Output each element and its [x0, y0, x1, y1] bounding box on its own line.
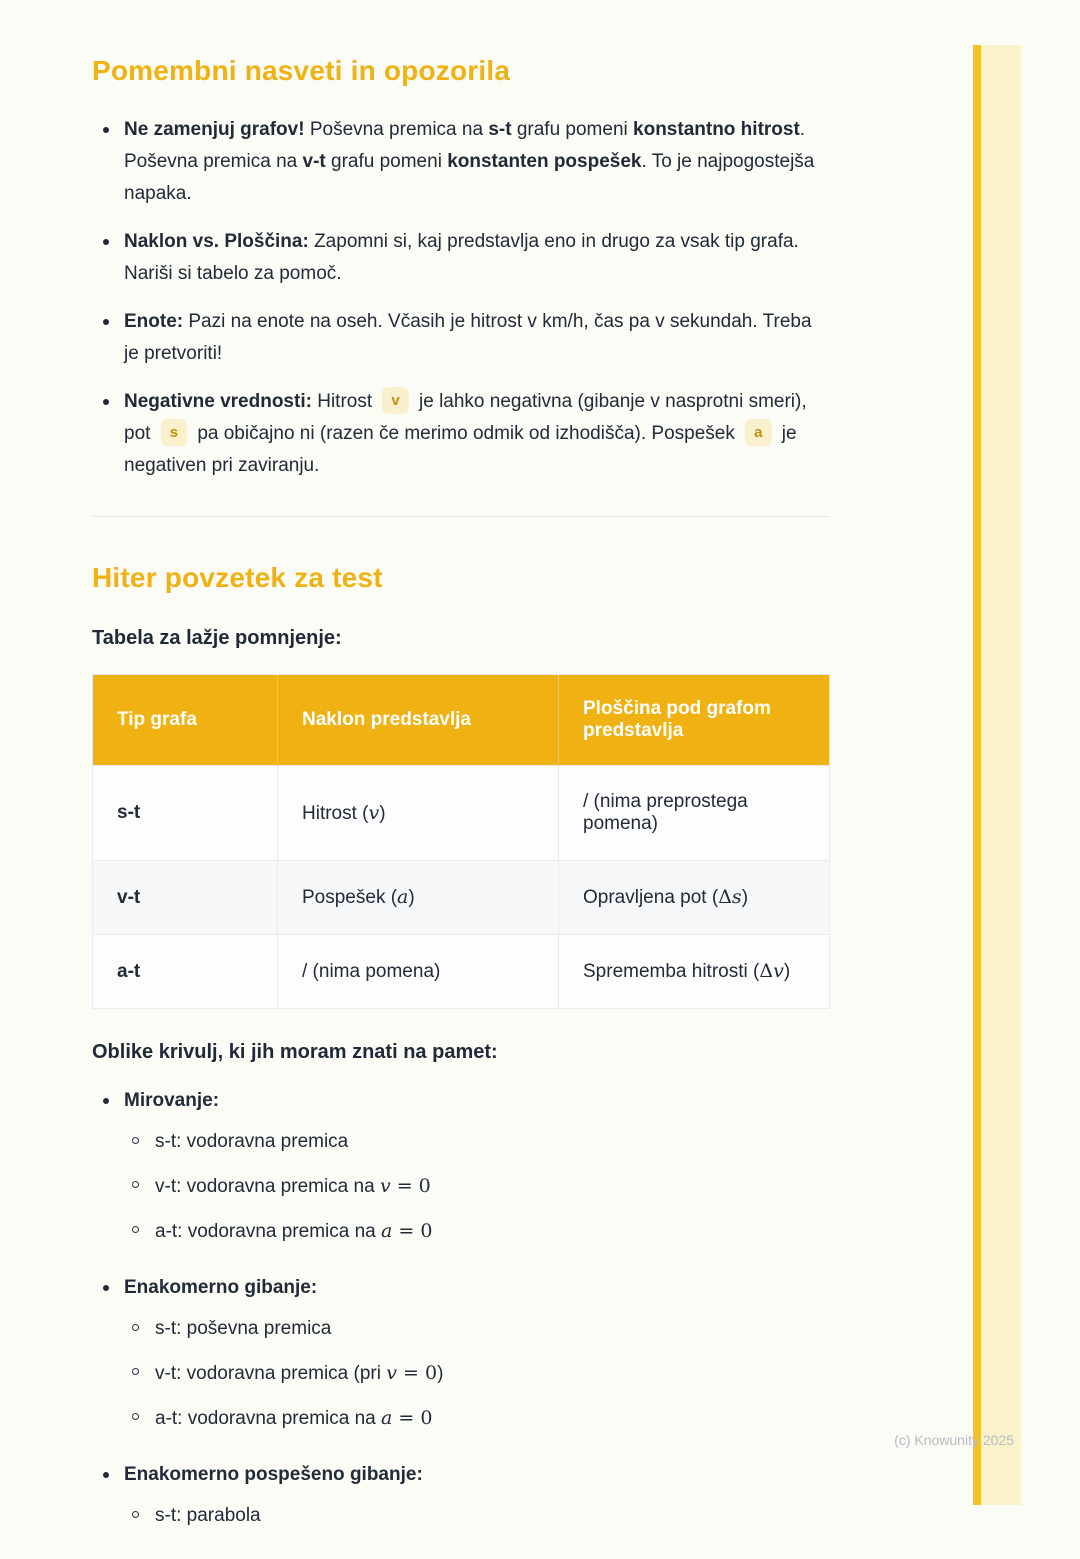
inline-code-chip: s — [161, 419, 187, 446]
text-segment: Naklon vs. Ploščina: — [124, 231, 309, 252]
text-segment: konstanten pospešek — [447, 151, 642, 172]
table-head — [93, 675, 830, 766]
text-segment: Poševna premica na — [304, 119, 489, 140]
text-segment: v — [386, 1362, 397, 1384]
table-cell — [278, 935, 559, 1009]
text-segment: Pospešek ( — [302, 887, 398, 908]
table-header-cell: Ploščina pod grafom predstavlja — [559, 675, 830, 766]
text-segment: pa običajno ni (razen če merimo odmik od izhodišča). Pospešek — [192, 423, 741, 444]
list-item — [124, 1173, 830, 1200]
list-item — [92, 1088, 830, 1245]
accent-stripe-pale — [981, 45, 1021, 1505]
accent-stripe-bright — [973, 45, 981, 1505]
text-segment: Sprememba hitrosti ( — [583, 961, 760, 982]
text-segment: = 0 — [390, 1175, 431, 1197]
curve-shapes-list — [92, 1088, 830, 1529]
table-cell — [559, 861, 830, 935]
sub-list — [124, 1316, 830, 1432]
text-segment: v — [773, 960, 784, 982]
text-segment: Δ — [759, 960, 774, 982]
text-segment: / (nima pomena) — [302, 960, 441, 982]
text-segment: a-t: vodoravna premica na — [155, 1221, 382, 1242]
tips-list — [92, 114, 830, 482]
text-segment: v — [368, 801, 380, 824]
table-cell — [93, 766, 278, 861]
text-segment: v — [379, 1175, 391, 1197]
table-header-cell: Naklon predstavlja — [278, 675, 559, 766]
text-segment: . Poševna premica na — [124, 119, 806, 172]
text-segment: = 0 — [392, 1407, 433, 1429]
section-divider — [92, 516, 830, 517]
text-segment: Enote: — [124, 311, 184, 332]
text-segment: Hitrost ( — [302, 802, 369, 824]
shape-group-label: Enakomerno gibanje: — [124, 1277, 318, 1298]
text-segment: konstantno hitrost — [633, 119, 800, 140]
list-item — [124, 1503, 830, 1529]
text-segment: a-t — [117, 960, 141, 982]
sub-list — [124, 1503, 830, 1529]
shape-group-label: Mirovanje: — [124, 1090, 220, 1111]
list-item — [92, 226, 830, 290]
text-segment: grafu pomeni — [511, 119, 634, 140]
table-body — [93, 766, 830, 1009]
text-segment: grafu pomeni — [325, 151, 448, 172]
text-segment: a — [381, 1407, 393, 1429]
table-header-row — [93, 675, 830, 766]
text-segment: Δ — [718, 886, 732, 908]
text-segment: s-t — [488, 119, 512, 140]
list-item — [124, 1360, 830, 1387]
text-segment: v-t: vodoravna premica (pri — [155, 1363, 387, 1384]
table-cell — [93, 861, 278, 935]
list-item — [124, 1218, 830, 1245]
table-cell — [559, 766, 830, 861]
text-segment: v-t — [117, 886, 141, 908]
list-item — [92, 1462, 830, 1529]
table-row — [93, 935, 830, 1009]
text-segment: . To je najpogostejša napaka. — [124, 151, 815, 204]
text-segment: Zapomni si, kaj predstavlja eno in drugo za vsak tip grafa. Nariši si tabelo za pomoč. — [124, 231, 799, 284]
text-segment: s-t: poševna premica — [155, 1318, 332, 1339]
text-segment: a-t: vodoravna premica na — [155, 1408, 382, 1429]
text-segment: Pazi na enote na oseh. Včasih je hitrost v km/h, čas pa v sekundah. Treba je pretvoriti! — [124, 311, 812, 364]
text-segment: s-t: vodoravna premica — [155, 1131, 349, 1152]
text-segment: v-t — [302, 151, 326, 172]
text-segment: a — [381, 1220, 393, 1242]
text-segment: = 0 — [392, 1220, 433, 1242]
shapes-lead-text: Oblike krivulj, ki jih moram znati na pamet: — [92, 1041, 498, 1063]
text-segment: a — [397, 886, 409, 908]
table-lead-text: Tabela za lažje pomnjenje: — [92, 627, 342, 649]
list-item — [92, 386, 830, 482]
table-cell — [559, 935, 830, 1009]
shape-group-label: Enakomerno pospešeno gibanje: — [124, 1464, 423, 1485]
sub-list — [124, 1129, 830, 1245]
text-segment: Opravljena pot ( — [583, 887, 719, 908]
list-item — [92, 114, 830, 210]
list-item — [92, 1275, 830, 1432]
page-content — [92, 54, 830, 1559]
text-segment: je negativen pri zaviranju. — [124, 423, 797, 476]
text-segment: s-t — [117, 802, 141, 823]
table-cell — [278, 861, 559, 935]
list-item — [124, 1405, 830, 1432]
summary-table — [92, 674, 830, 1009]
text-segment: = 0 — [396, 1362, 438, 1384]
text-segment: s — [731, 886, 742, 908]
text-segment: ) — [741, 887, 749, 908]
text-segment: Negativne vrednosti: — [124, 391, 312, 412]
table-row — [93, 861, 830, 935]
text-segment: ) — [783, 961, 791, 982]
text-segment: / (nima preprostega pomena) — [583, 791, 748, 834]
inline-code-chip: a — [745, 419, 771, 446]
text-segment: ) — [437, 1363, 444, 1384]
list-item — [92, 306, 830, 370]
text-segment: ) — [408, 887, 415, 908]
text-segment: s-t: parabola — [155, 1505, 261, 1526]
text-segment: v-t: vodoravna premica na — [155, 1176, 380, 1197]
table-row — [93, 766, 830, 861]
list-item — [124, 1129, 830, 1155]
text-segment: je lahko negativna (gibanje v nasprotni smeri), pot — [124, 391, 807, 444]
copyright-note: (c) Knowunity 2025 — [894, 1432, 1014, 1448]
inline-code-chip: v — [382, 387, 408, 414]
text-segment: ) — [379, 802, 386, 824]
text-segment: Ne zamenjuj grafov! — [124, 119, 305, 140]
table-header-cell: Tip grafa — [93, 675, 278, 766]
table-cell — [93, 935, 278, 1009]
section-title-tips: Pomembni nasveti in opozorila — [92, 55, 511, 86]
text-segment: Hitrost — [311, 391, 378, 412]
list-item — [124, 1316, 830, 1342]
table-cell — [278, 766, 559, 861]
section-title-summary: Hiter povzetek za test — [92, 562, 383, 593]
